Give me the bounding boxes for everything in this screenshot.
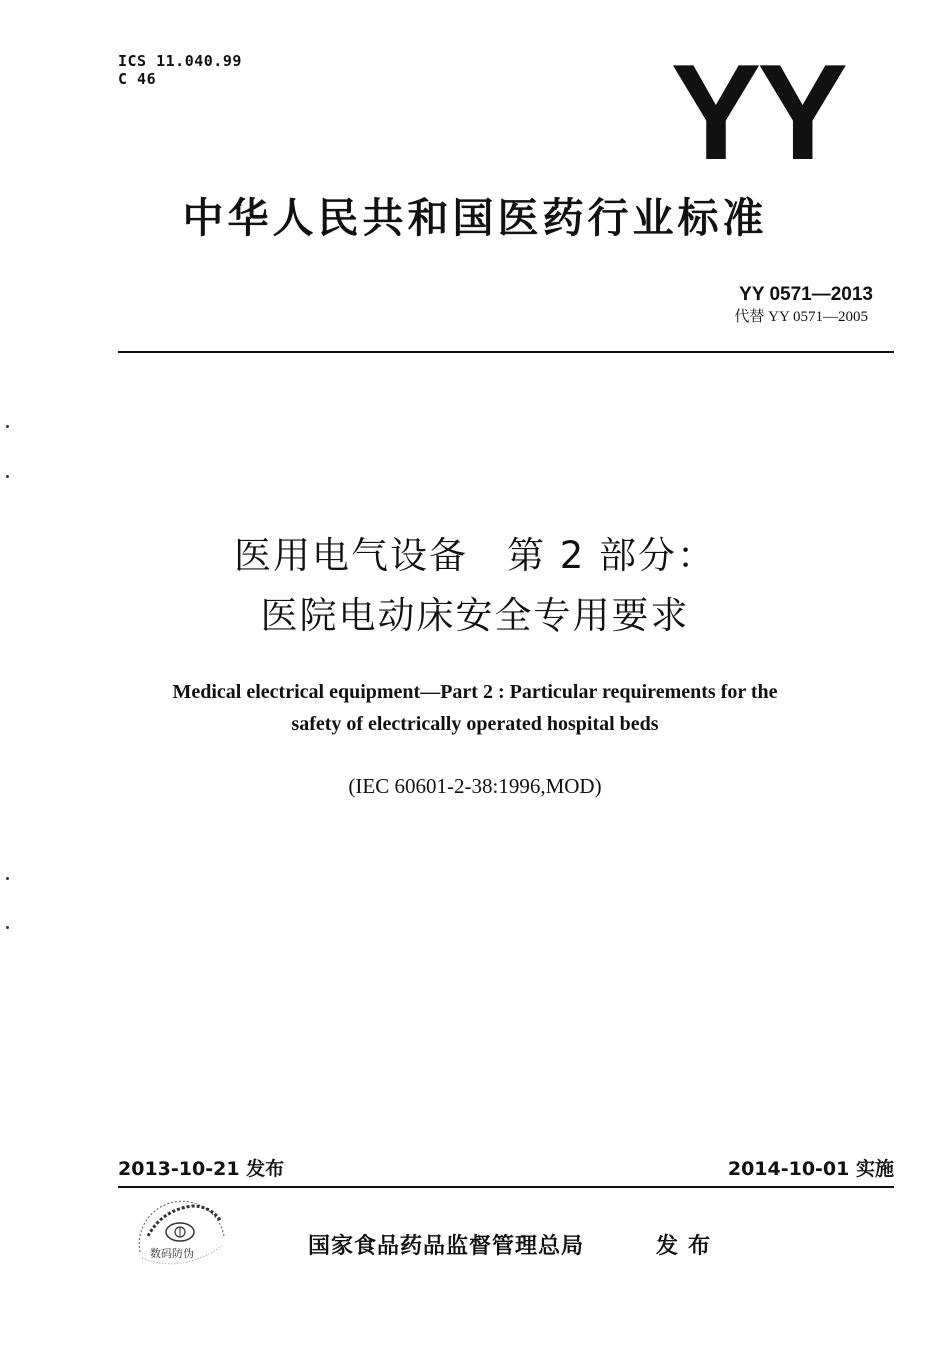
issued-label: 发布 (656, 1234, 721, 1259)
classification-codes (118, 52, 242, 88)
chinese-title-line-2: 医院电动床安全专用要求 (260, 594, 690, 637)
issuing-authority: 国家食品药品监督管理总局 (308, 1234, 585, 1259)
scan-mark (6, 425, 9, 428)
replaces-standard: 代替 YY 0571—2005 (734, 309, 868, 325)
seal-label: 数码防伪 (150, 1247, 194, 1260)
ccs-code: C 46 (118, 70, 157, 88)
chinese-title-line-1: 医用电气设备 第 2 部分： (233, 534, 717, 577)
ics-code: ICS 11.040.99 (118, 52, 242, 70)
bottom-divider (118, 1186, 894, 1188)
adoption-reference: (IEC 60601-2-38:1996,MOD) (348, 774, 602, 798)
standard-category-title: 中华人民共和国医药行业标准 (182, 194, 768, 242)
effective-date: 2014-10-01 实施 (727, 1158, 894, 1180)
scan-mark (6, 926, 9, 929)
top-divider (118, 351, 894, 353)
english-title-line-1: Medical electrical equipment—Part 2 : Particular requirements for the (172, 681, 778, 703)
scan-mark (6, 475, 9, 478)
scan-mark (6, 877, 9, 880)
anti-counterfeit-seal-icon (132, 1196, 232, 1276)
english-title-line-2: safety of electrically operated hospital beds (291, 713, 659, 735)
standard-number-text: YY 0571—2013 (739, 284, 873, 305)
yy-logo: YY (670, 36, 844, 188)
standard-number (739, 284, 873, 306)
publish-date: 2013-10-21 发布 (118, 1158, 285, 1180)
